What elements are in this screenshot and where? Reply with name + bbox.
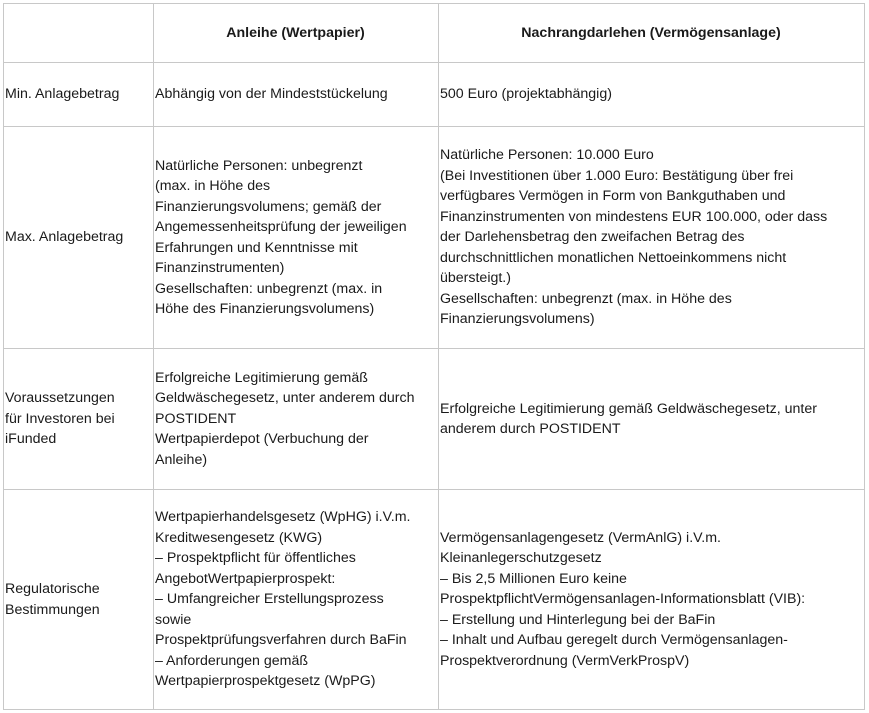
cell-loan-requirements	[439, 349, 865, 490]
cell-bond-min-amount	[154, 63, 439, 127]
table-row	[4, 490, 865, 710]
column-header-loan: Nachrangdarlehen (Vermögensanlage)	[439, 4, 865, 63]
cell-text-line: Prospektprüfungsverfahren durch BaFin	[155, 632, 407, 649]
cell-text-line: übersteigt.)	[440, 270, 511, 287]
cell-bond-max-amount	[154, 127, 439, 349]
cell-text-line: Gesellschaften: unbegrenzt (max. in Höhe des	[440, 290, 732, 307]
cell-text-line: Finanzierungsvolumens)	[440, 311, 595, 328]
cell-loan-max-amount	[439, 127, 865, 349]
cell-text-line: Regulatorische	[5, 581, 100, 597]
cell-text-line: Kleinanlegerschutzgesetz	[440, 550, 602, 567]
cell-text-line: Anleihe)	[155, 451, 208, 468]
cell-text-line: Gesellschaften: unbegrenzt (max. in	[155, 280, 383, 297]
table-row	[4, 127, 865, 349]
cell-loan-min-amount	[439, 63, 865, 127]
cell-text-line: – Erstellung und Hinterlegung bei der BaFin	[440, 611, 716, 628]
cell-text-line: – Anforderungen gemäß	[155, 652, 309, 669]
header-row	[4, 4, 865, 63]
cell-text-line: ProspektpflichtVermögensanlagen-Informationsblatt (VIB):	[440, 591, 806, 608]
cell-text-line: Geldwäschegesetz, unter anderem durch	[155, 390, 415, 407]
cell-text-line: Wertpapierprospektgesetz (WpPG)	[155, 673, 376, 690]
cell-text-line: Wertpapierdepot (Verbuchung der	[155, 431, 369, 448]
cell-text-line: Wertpapierhandelsgesetz (WpHG) i.V.m.	[155, 509, 411, 526]
cell-text-line: Prospektverordnung (VermVerkProspV)	[440, 652, 690, 669]
row-label-requirements	[4, 349, 154, 490]
cell-text-line: anderem durch POSTIDENT	[440, 421, 621, 437]
cell-text-line: Min. Anlagebetrag	[5, 86, 120, 103]
cell-text-line: (Bei Investitionen über 1.000 Euro: Bestätigung über frei	[440, 167, 794, 184]
row-label-regulations	[4, 490, 154, 710]
cell-text-line: Erfolgreiche Legitimierung gemäß Geldwäschegesetz, unter	[440, 400, 817, 417]
cell-text-line: verfügbares Vermögen in Form von Bankguthaben und	[440, 188, 786, 205]
cell-text-line: Voraussetzungen	[5, 390, 115, 407]
cell-text-line: sowie	[155, 611, 192, 628]
cell-text-line: Abhängig von der Mindeststückelung	[155, 86, 388, 103]
cell-text-line: – Inhalt und Aufbau geregelt durch Vermögensanlagen-	[440, 632, 788, 649]
cell-text-line: Bestimmungen	[5, 601, 100, 618]
cell-text-line: Finanzierungsvolumens; gemäß der	[155, 198, 382, 215]
cell-text-line: Kreditwesengesetz (KWG)	[155, 529, 323, 546]
cell-text-line: – Umfangreicher Erstellungsprozess	[155, 591, 384, 608]
cell-text-line: – Bis 2,5 Millionen Euro keine	[440, 570, 627, 587]
cell-loan-regulations	[439, 490, 865, 710]
cell-text-line: der Darlehensbetrag den zweifachen Betrag des	[440, 229, 745, 246]
cell-text-line: durchschnittlichen monatlichen Nettoeinkommens nicht	[440, 249, 787, 266]
cell-text-line: iFunded	[5, 431, 57, 448]
cell-text-line: Natürliche Personen: unbegrenzt	[155, 157, 363, 174]
cell-text-line: Finanzinstrumenten von mindestens EUR 100.000, oder dass	[440, 208, 828, 225]
cell-text-line: Erfolgreiche Legitimierung gemäß	[155, 369, 368, 386]
cell-text-line: 500 Euro (projektabhängig)	[440, 86, 612, 103]
cell-text-line: – Prospektpflicht für öffentliches	[155, 550, 356, 567]
table-row	[4, 349, 865, 490]
cell-text-line: (max. in Höhe des	[155, 178, 271, 194]
row-label-max-amount	[4, 127, 154, 349]
row-label-min-amount	[4, 63, 154, 127]
cell-bond-regulations	[154, 490, 439, 710]
column-header-bond: Anleihe (Wertpapier)	[154, 4, 439, 63]
corner-cell	[4, 4, 154, 63]
cell-text-line: Höhe des Finanzierungsvolumens)	[155, 301, 375, 317]
cell-text-line: AngebotWertpapierprospekt:	[155, 570, 336, 587]
cell-text-line: Max. Anlagebetrag	[5, 229, 124, 246]
comparison-table	[3, 3, 865, 710]
cell-text-line: Finanzinstrumenten)	[155, 260, 285, 276]
cell-text-line: POSTIDENT	[155, 410, 237, 427]
cell-text-line: Angemessenheitsprüfung der jeweiligen	[155, 219, 407, 235]
cell-text-line: Vermögensanlagengesetz (VermAnlG) i.V.m.	[440, 529, 722, 546]
cell-bond-requirements	[154, 349, 439, 490]
cell-text-line: für Investoren bei	[5, 410, 115, 427]
cell-text-line: Erfahrungen und Kenntnisse mit	[155, 239, 358, 256]
table-row	[4, 63, 865, 127]
cell-text-line: Natürliche Personen: 10.000 Euro	[440, 147, 654, 164]
